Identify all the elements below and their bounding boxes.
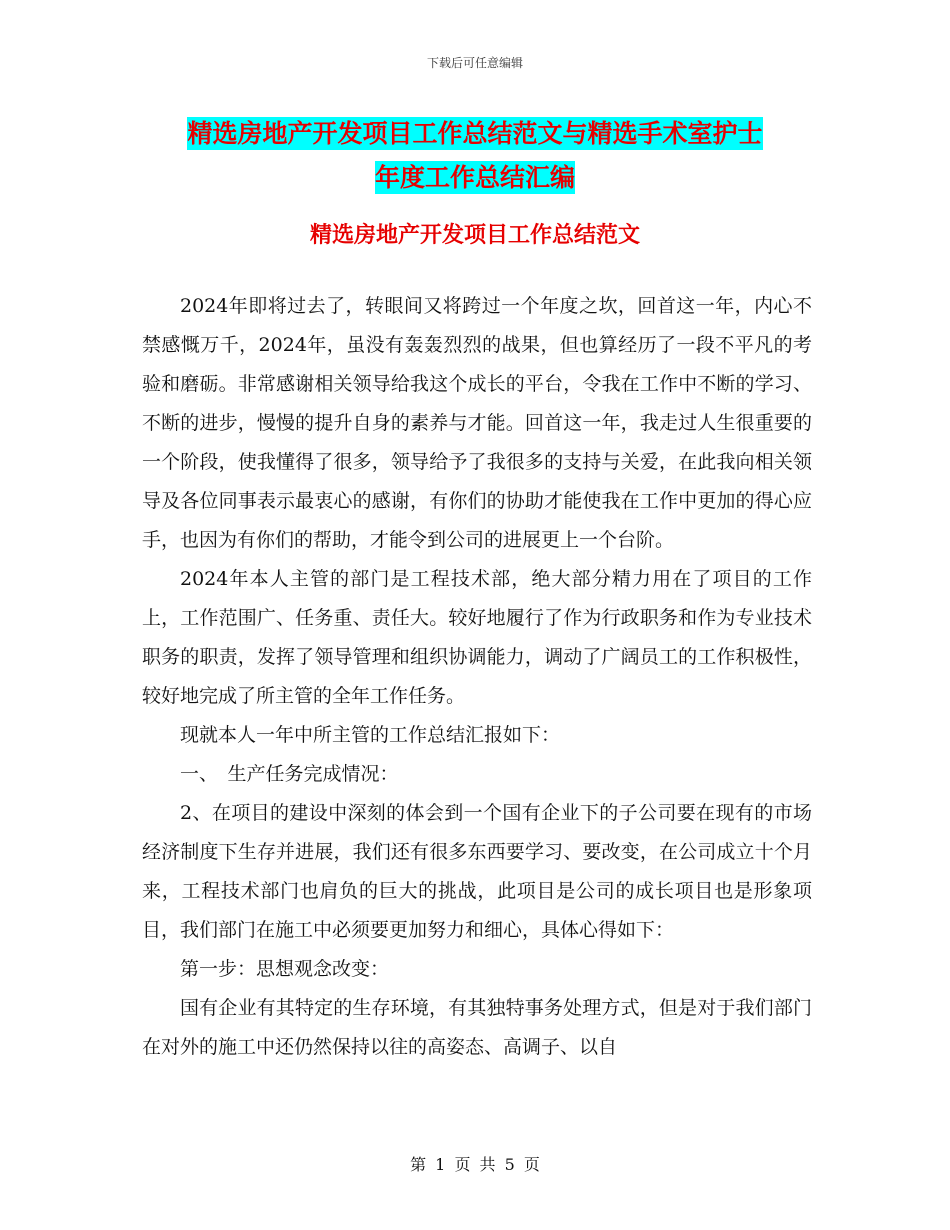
page-header-note: 下载后可任意编辑 bbox=[426, 56, 523, 70]
body-paragraph: 2、在项目的建设中深刻的体会到一个国有企业下的子公司要在现有的市场经济制度下生存并进展，我们还有很多东西要学习、要改变，在公司成立十个月来，工程技术部门也肩负的巨大的挑战，此项目是公司的成长项目也是形象项目，我们部门在施工中必须要更加努力和细心，具体心得如下： bbox=[142, 802, 812, 941]
page-footer-number: 第 1 页 共 5 页 bbox=[410, 1155, 540, 1174]
body-paragraph: 国有企业有其特定的生存环境，有其独特事务处理方式，但是对于我们部门在对外的施工中还仍然保持以往的高姿态、高调子、以自 bbox=[142, 997, 812, 1058]
body-paragraph: 2024年本人主管的部门是工程技术部，绝大部分精力用在了项目的工作上，工作范围广、任务重、责任大。较好地履行了作为行政职务和作为专业技术职务的职责，发挥了领导管理和组织协调能力，调动了广阔员工的工作积极性，较好地完成了所主管的全年工作任务。 bbox=[142, 568, 812, 707]
body-paragraph: 一、 生产任务完成情况： bbox=[180, 763, 399, 785]
document-title-line-1: 精选房地产开发项目工作总结范文与精选手术室护士 bbox=[187, 119, 763, 148]
body-paragraph: 第一步：思想观念改变： bbox=[180, 958, 390, 980]
document-title-line-2: 年度工作总结汇编 bbox=[374, 163, 575, 192]
section-heading: 精选房地产开发项目工作总结范文 bbox=[309, 223, 640, 248]
document-title bbox=[0, 112, 950, 200]
body-paragraph: 现就本人一年中所主管的工作总结汇报如下： bbox=[180, 724, 561, 746]
document-body bbox=[142, 287, 812, 1067]
body-paragraph: 2024年即将过去了，转眼间又将跨过一个年度之坎，回首这一年，内心不禁感慨万千，2024年，虽没有轰轰烈烈的战果，但也算经历了一段不平凡的考验和磨砺。非常感谢相关领导给我这个成长的平台，令我在工作中不断的学习、不断的进步，慢慢的提升自身的素养与才能。回首这一年，我走过人生很重要的一个阶段，使我懂得了很多，领导给予了我很多的支持与关爱，在此我向相关领导及各位同事表示最衷心的感谢，有你们的协助才能使我在工作中更加的得心应手，也因为有你们的帮助，才能令到公司的进展更上一个台阶。 bbox=[142, 295, 812, 551]
